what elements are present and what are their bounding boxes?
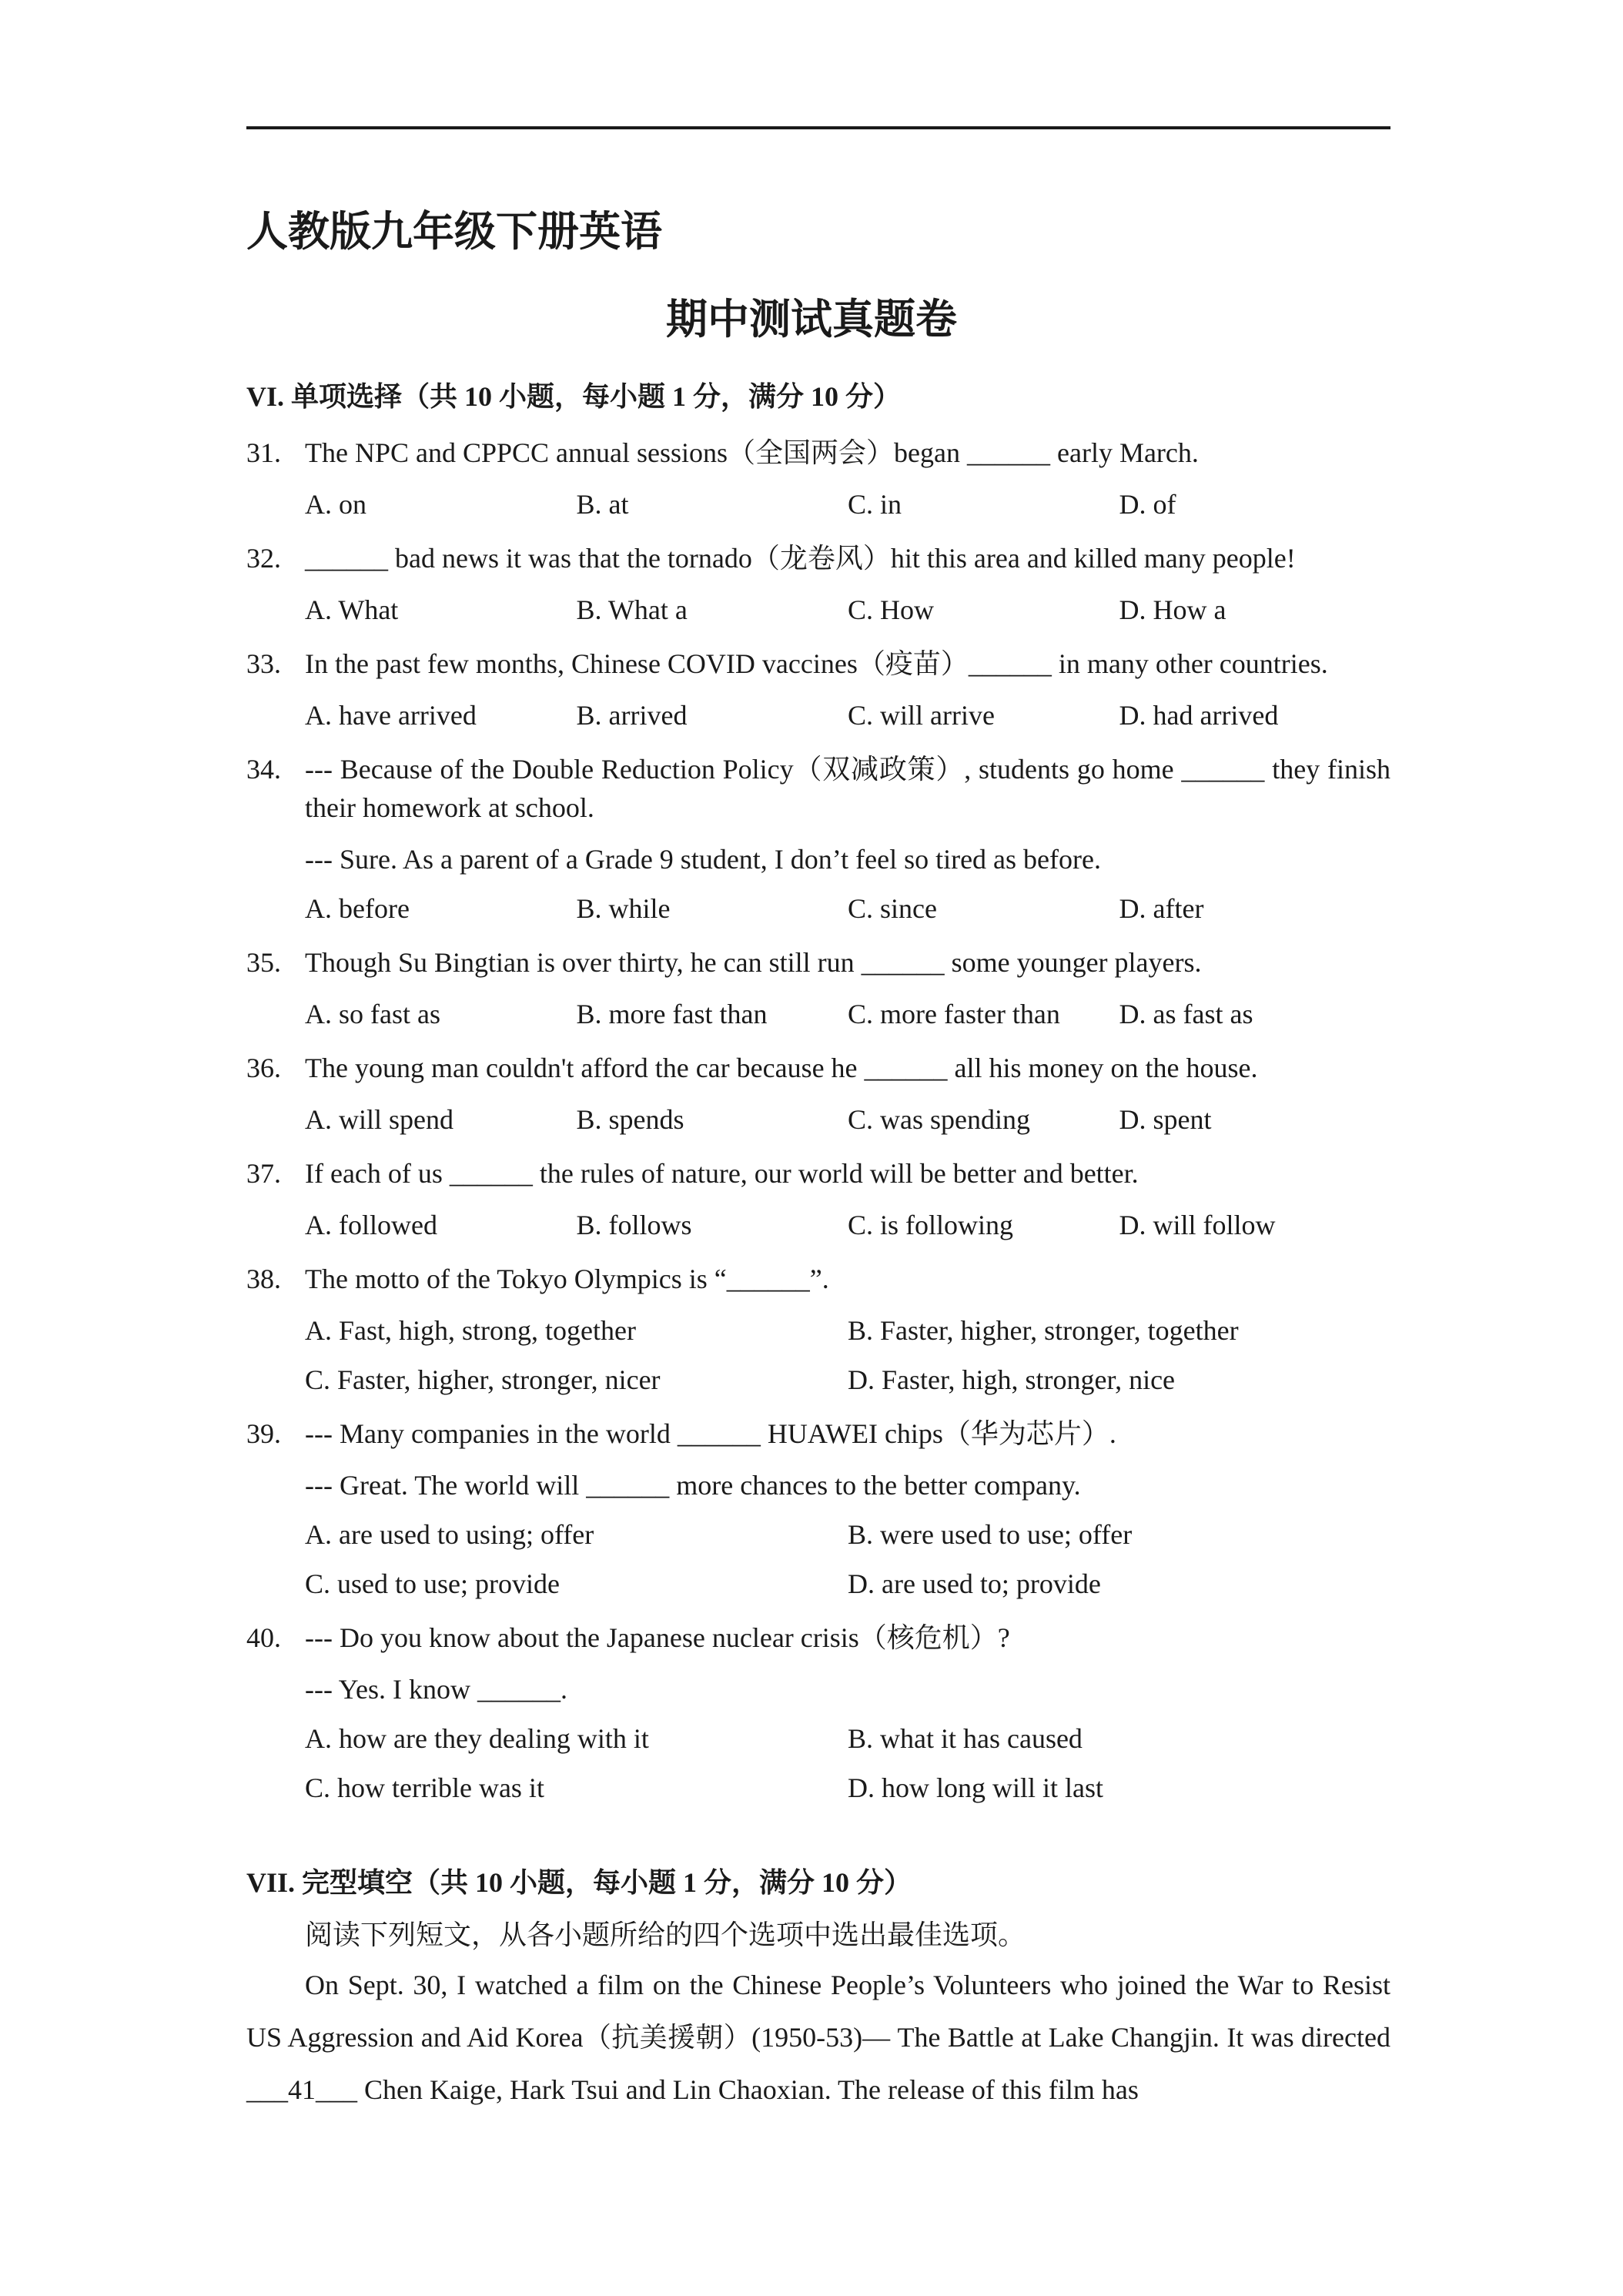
question-number: 36. [246,1053,281,1083]
option-d: D. are used to; provide [848,1568,1101,1599]
question-40 [246,1618,1390,1657]
question-40-reply: --- Yes. I know ______. [305,1674,567,1705]
option-a: A. on [305,489,366,520]
option-c: C. used to use; provide [305,1568,560,1599]
document-title: 人教版九年级下册英语 [246,209,662,255]
option-a: A. before [305,893,410,924]
section-6-heading: VI. 单项选择（共 10 小题，每小题 1 分，满分 10 分） [246,381,902,412]
question-37 [246,1154,1390,1193]
question-number: 40. [246,1622,281,1653]
question-text: Though Su Bingtian is over thirty, he can still run ______ some younger players. [305,947,1202,978]
option-b: B. at [576,489,629,520]
option-d: D. after [1119,893,1204,924]
question-number: 37. [246,1158,281,1189]
question-31-options [246,487,1390,521]
option-d: D. spent [1119,1104,1212,1135]
option-d: D. of [1119,489,1176,520]
option-d: D. Faster, high, stronger, nice [848,1364,1176,1395]
question-33 [246,644,1390,683]
question-number: 39. [246,1418,281,1449]
document-subtitle: 期中测试真题卷 [666,296,957,343]
option-a: A. will spend [305,1104,453,1135]
option-d: D. How a [1119,594,1226,625]
option-b: B. spends [576,1104,684,1135]
question-38 [246,1260,1390,1298]
question-number: 35. [246,947,281,978]
option-b: B. what it has caused [848,1723,1083,1754]
question-number: 31. [246,437,281,468]
option-d: D. as fast as [1119,999,1253,1029]
question-31 [246,433,1390,472]
option-b: B. What a [576,594,688,625]
option-c: C. will arrive [848,700,995,731]
section-7-instruction: 阅读下列短文，从各小题所给的四个选项中选出最佳选项。 [305,1919,1026,1950]
question-text: --- Do you know about the Japanese nuclear crisis（核危机）? [305,1622,1010,1653]
question-35-options [246,997,1390,1031]
option-c: C. how terrible was it [305,1772,544,1803]
option-b: B. while [576,893,671,924]
option-b: B. follows [576,1210,692,1240]
question-text: In the past few months, Chinese COVID vaccines（疫苗）______ in many other countries. [305,648,1328,679]
option-c: C. in [848,489,902,520]
cloze-passage: On Sept. 30, I watched a film on the Chinese People’s Volunteers who joined the War to Resist US Aggression and Aid Korea（抗美援朝）(1950-53)— The Battle at Lake Changjin. It was directed ___41___ Chen Kaige, Hark Tsui and Lin Chaoxian. The release of this film has [246,1970,1390,2105]
option-b: B. were used to use; offer [848,1519,1133,1550]
question-32 [246,539,1390,577]
question-34-reply: --- Sure. As a parent of a Grade 9 student, I don’t feel so tired as before. [305,844,1101,875]
question-39-reply: --- Great. The world will ______ more chances to the better company. [305,1470,1081,1501]
question-text: If each of us ______ the rules of nature, our world will be better and better. [305,1158,1139,1189]
option-a: A. how are they dealing with it [305,1723,649,1754]
option-b: B. more fast than [576,999,768,1029]
question-36-options [246,1103,1390,1136]
option-a: A. followed [305,1210,437,1240]
option-b: B. arrived [576,700,688,731]
option-d: D. how long will it last [848,1772,1103,1803]
question-number: 33. [246,648,281,679]
question-text: --- Many companies in the world ______ HUAWEI chips（华为芯片）. [305,1418,1116,1449]
question-34-options [246,892,1390,925]
content-area [246,377,1390,2116]
question-35 [246,943,1390,982]
question-number: 34. [246,754,281,785]
question-text: The young man couldn't afford the car because he ______ all his money on the house. [305,1053,1258,1083]
question-38-options-row-2 [246,1363,1390,1397]
question-text: --- Because of the Double Reduction Policy（双减政策）, students go home ______ they finish their homework at school. [305,754,1390,823]
question-40-options-row-2 [246,1771,1390,1805]
question-40-options-row-1 [246,1722,1390,1755]
question-text: The motto of the Tokyo Olympics is “______”. [305,1263,829,1294]
question-number: 38. [246,1263,281,1294]
question-39-options-row-1 [246,1518,1390,1551]
option-a: A. so fast as [305,999,440,1029]
question-33-options [246,698,1390,732]
option-c: C. more faster than [848,999,1060,1029]
question-37-options [246,1208,1390,1242]
question-32-options [246,593,1390,627]
option-a: A. What [305,594,399,625]
option-b: B. Faster, higher, stronger, together [848,1315,1239,1346]
option-c: C. since [848,893,937,924]
option-c: C. Faster, higher, stronger, nicer [305,1364,661,1395]
question-number: 32. [246,543,281,574]
option-a: A. Fast, high, strong, together [305,1315,636,1346]
option-a: A. have arrived [305,700,477,731]
question-38-options-row-1 [246,1314,1390,1347]
header-rule [246,126,1390,129]
question-34 [246,750,1390,827]
question-39-options-row-2 [246,1567,1390,1601]
option-c: C. was spending [848,1104,1030,1135]
section-7-heading: VII. 完型填空（共 10 小题，每小题 1 分，满分 10 分） [246,1867,912,1898]
option-a: A. are used to using; offer [305,1519,594,1550]
question-39 [246,1414,1390,1453]
option-d: D. will follow [1119,1210,1276,1240]
option-c: C. How [848,594,935,625]
question-36 [246,1049,1390,1087]
option-c: C. is following [848,1210,1014,1240]
question-text: ______ bad news it was that the tornado（龙卷风）hit this area and killed many people! [305,543,1296,574]
question-text: The NPC and CPPCC annual sessions（全国两会）began ______ early March. [305,437,1199,468]
option-d: D. had arrived [1119,700,1279,731]
